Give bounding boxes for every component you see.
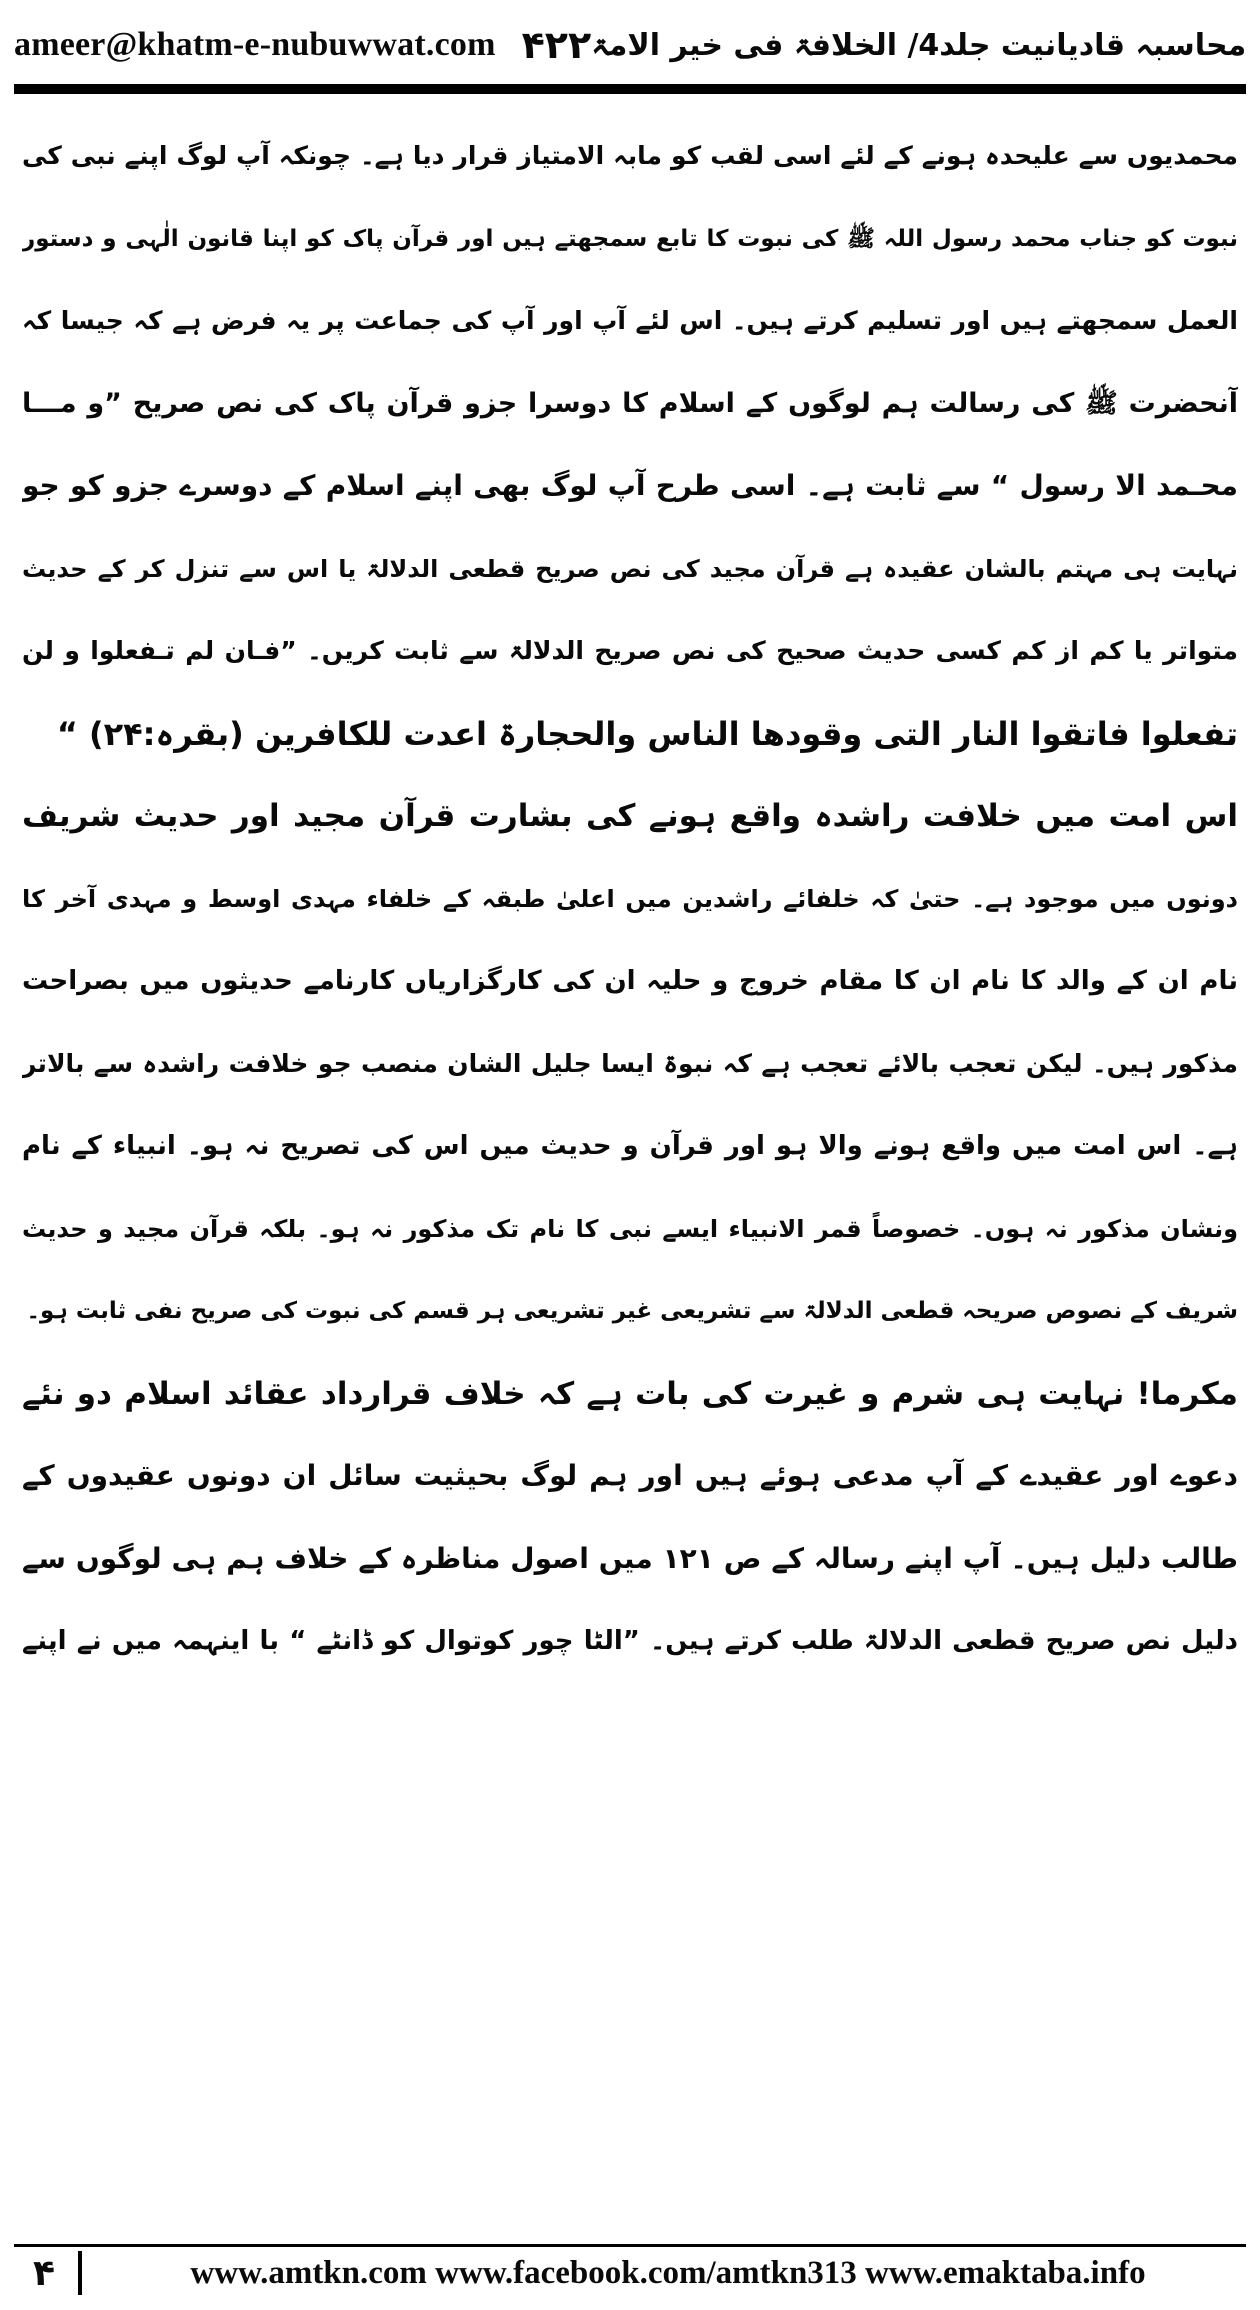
header-email: ameer@khatm-e-nubuwwat.com [14, 26, 496, 63]
text-line: محمدیوں سے علیحدہ ہونے کے لئے اسی لقب کو مابہ الامتیاز قرار دیا ہے۔ چونکہ آپ لوگ اپنے نبی کی [22, 141, 1238, 170]
paragraph-2 [22, 775, 1238, 1353]
text-line: آنحضرت ﷺ کی رسالت ہم لوگوں کے اسلام کا دوسرا جزو قرآن پاک کی نص صریح ”و مـــا [22, 387, 1238, 419]
text-line: مکرما! نہایت ہی شرم و غیرت کی بات ہے کہ خلاف قرارداد عقائد اسلام دو نئے [22, 1375, 1238, 1412]
text-line: ونشان مذکور نہ ہوں۔ خصوصاً قمر الانبیاء ایسے نبی کا نام تک مذکور نہ ہو۔ بلکہ قرآن مجید و حدیث [22, 1214, 1238, 1243]
text-line: مذکور ہیں۔ لیکن تعجب بالائے تعجب ہے کہ نبوۃ ایسا جلیل الشان منصب جو خلافت راشدہ سے بالاتر [22, 1048, 1238, 1078]
text-line: شریف کے نصوص صریحہ قطعی الدلالۃ سے تشریعی غیر تشریعی ہر قسم کی نبوت کی صریح نفی ثابت ہو۔ [26, 1298, 1238, 1324]
text-line: نام ان کے والد کا نام ان کا مقام خروج و حلیہ ان کی کارگزاریاں کارنامے حدیثوں میں بصراحت [22, 966, 1238, 996]
text-line: نبوت کو جناب محمد رسول اللہ ﷺ کی نبوت کا تابع سمجھتے ہیں اور قرآن پاک کو اپنا قانون الٰہی و دستور [22, 225, 1238, 252]
text-line: محـمد الا رسول “ سے ثابت ہے۔ اسی طرح آپ لوگ بھی اپنے اسلام کے دوسرے جزو کو جو [22, 469, 1238, 502]
footer-separator [78, 2251, 82, 2295]
header-divider [14, 84, 1246, 94]
paragraph-3 [22, 1353, 1238, 1683]
quran-quote-line: تفعلوا فاتقوا النار التی وقودھا الناس والحجارۃ اعدت للکافرین (بقرہ:۲۴) “ [56, 714, 1238, 753]
page-header [14, 10, 1246, 80]
paragraph-1 [22, 115, 1238, 775]
header-book-title: محاسبہ قادیانیت جلد4/ الخلافۃ فی خیر الامۃ [591, 27, 1247, 63]
text-line: دونوں میں موجود ہے۔ حتیٰ کہ خلفائے راشدین میں اعلیٰ طبقہ کے خلفاء مہدی اوسط و مہدی آخر کا [22, 884, 1238, 913]
text-line: العمل سمجھتے ہیں اور تسلیم کرتے ہیں۔ اس لئے آپ اور آپ کی جماعت پر یہ فرض ہے کہ جیسا کہ [22, 306, 1238, 335]
body-text [22, 115, 1238, 1683]
text-line: نہایت ہی مہتم بالشان عقیدہ ہے قرآن مجید کی نص صریح قطعی الدلالۃ یا اس سے تنزل کر کے حدیث [22, 554, 1238, 583]
text-line: طالب دلیل ہیں۔ آپ اپنے رسالہ کے ص ۱۲۱ میں اصول مناظرہ کے خلاف ہم ہی لوگوں سے [22, 1541, 1238, 1575]
text-line: ہے۔ اس امت میں واقع ہونے والا ہو اور قرآن و حدیث میں اس کی تصریح نہ ہو۔ انبیاء کے نام [22, 1131, 1238, 1161]
text-line: اس امت میں خلافت راشدہ واقع ہونے کی بشارت قرآن مجید اور حدیث شریف [22, 798, 1238, 834]
text-line: دلیل نص صریح قطعی الدلالۃ طلب کرتے ہیں۔ ”الٹا چور کوتوال کو ڈانٹے “ با اینہمہ میں نے اپنے [22, 1626, 1238, 1656]
header-title-group [496, 23, 1247, 67]
text-line: دعوے اور عقیدے کے آپ مدعی ہوئے ہیں اور ہم لوگ بحیثیت سائل ان دونوں عقیدوں کے [22, 1459, 1238, 1492]
page-footer [14, 2248, 1246, 2298]
text-line: متواتر یا کم از کم کسی حدیث صحیح کی نص صریح الدلالۃ سے ثابت کریں۔ ”فـان لم تـفعلوا و لن [22, 636, 1238, 665]
header-page-number: ۴۲۲ [521, 23, 592, 67]
footer-page-marker: ۴ [33, 2252, 55, 2294]
footer-urls: www.amtkn.com www.facebook.com/amtkn313 www.emaktaba.info [190, 2254, 1146, 2291]
footer-divider [14, 2244, 1246, 2247]
